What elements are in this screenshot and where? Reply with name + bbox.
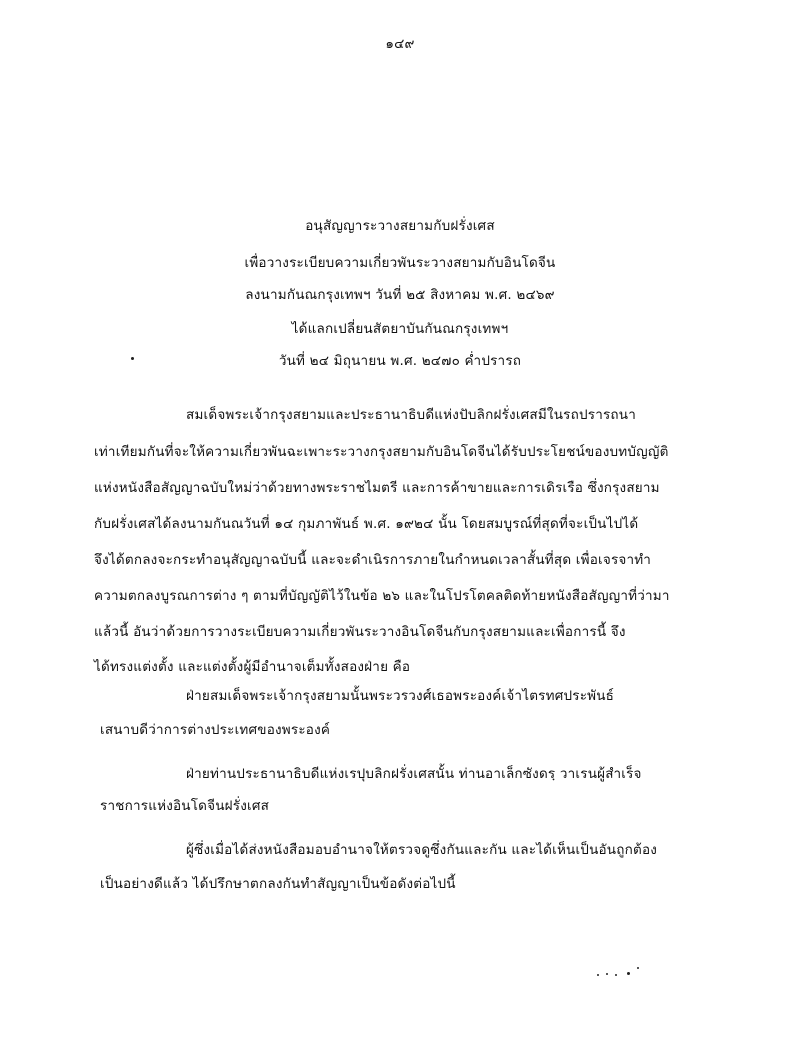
paragraph-line: จึงได้ตกลงจะกระทำอนุสัญญาฉบับนี้ และจะดำเนิรการภายในกำหนดเวลาสั้นที่สุด เพื่อเจรจาทำ	[94, 552, 651, 568]
document-purpose: เพื่อวางระเบียบความเกี่ยวพันระวางสยามกับอินโดจีน	[244, 255, 556, 271]
paragraph-line: แล้วนี้ อันว่าด้วยการวางระเบียบความเกี่ยวพันระวางอินโดจีนกับกรุงสยามและเพื่อการนี้ จึง	[94, 624, 626, 640]
paragraph-line: เป็นอย่างดีแล้ว ได้ปรึกษาตกลงกันทำสัญญาเป็นข้อดังต่อไปนี้	[100, 876, 456, 892]
document-title: อนุสัญญาระวางสยามกับฝรั่งเศส	[305, 218, 495, 234]
paragraph-line: ผู้ซึ่งเมื่อได้ส่งหนังสือมอบอำนาจให้ตรวจดูซึ่งกันและกัน และได้เห็นเป็นอันถูกต้อง	[186, 842, 658, 858]
paragraph-line: ได้ทรงแต่งตั้ง และแต่งตั้งผู้มีอำนาจเต็มทั้งสองฝ่าย คือ	[94, 659, 411, 675]
paragraph-line: ราชการแห่งอินโดจีนฝรั่งเศส	[100, 798, 270, 814]
scan-speck	[615, 974, 617, 976]
paragraph-line: สมเด็จพระเจ้ากรุงสยามและประธานาธิบดีแห่งปับลิกฝรั่งเศสมีในรถปรารถนา	[186, 407, 637, 423]
paragraph-line: ความตกลงบูรณการต่าง ๆ ตามที่บัญญัติไว้ในข้อ ๒๖ และในโปรโตคลติดท้ายหนังสือสัญญาที่ว่ามา	[94, 588, 670, 604]
paragraph-line: ฝ่ายท่านประธานาธิบดีแห่งเรปุบลิกฝรั่งเศสนั้น ท่านอาเล็กซังดรฺ วาเรนผู้สำเร็จ	[186, 766, 642, 782]
paragraph-line: แห่งหนังสือสัญญาฉบับใหม่ว่าด้วยทางพระราชไมตรี และการค้าขายและการเดิรเรือ ซึ่งกรุงสยาม	[94, 480, 660, 496]
scan-speck	[597, 974, 599, 976]
scan-speck	[637, 967, 639, 969]
ratification-date: วันที่ ๒๔ มิถุนายน พ.ศ. ๒๔๗๐ ค่ำปรารถ	[278, 353, 522, 369]
paragraph-line: เสนาบดีว่าการต่างประเทศของพระองค์	[100, 722, 331, 738]
paragraph-line: ฝ่ายสมเด็จพระเจ้ากรุงสยามนั้นพระวรวงศ์เธอพระองค์เจ้าไตรทศประพันธ์	[186, 688, 615, 704]
scan-speck	[627, 972, 630, 975]
scan-speck	[606, 973, 608, 975]
paragraph-line: เท่าเทียมกันที่จะให้ความเกี่ยวพันฉะเพาะระวางกรุงสยามกับอินโดจีนได้รับประโยชน์ของบทบัญญัติ	[94, 444, 669, 460]
page-number: ๑๔๙	[385, 36, 415, 52]
ratification-exchange: ได้แลกเปลี่ยนสัตยาบันกันณกรุงเทพฯ	[291, 321, 509, 337]
paragraph-line: กับฝรั่งเศสได้ลงนามกันณวันที่ ๑๔ กุมภาพันธ์ พ.ศ. ๑๙๒๔ นั้น โดยสมบูรณ์ที่สุดที่จะเป็นไปได้	[94, 516, 639, 532]
scan-speck	[131, 357, 134, 360]
signing-date: ลงนามกันณกรุงเทพฯ วันที่ ๒๕ สิงหาคม พ.ศ. ๒๔๖๙	[245, 287, 555, 303]
